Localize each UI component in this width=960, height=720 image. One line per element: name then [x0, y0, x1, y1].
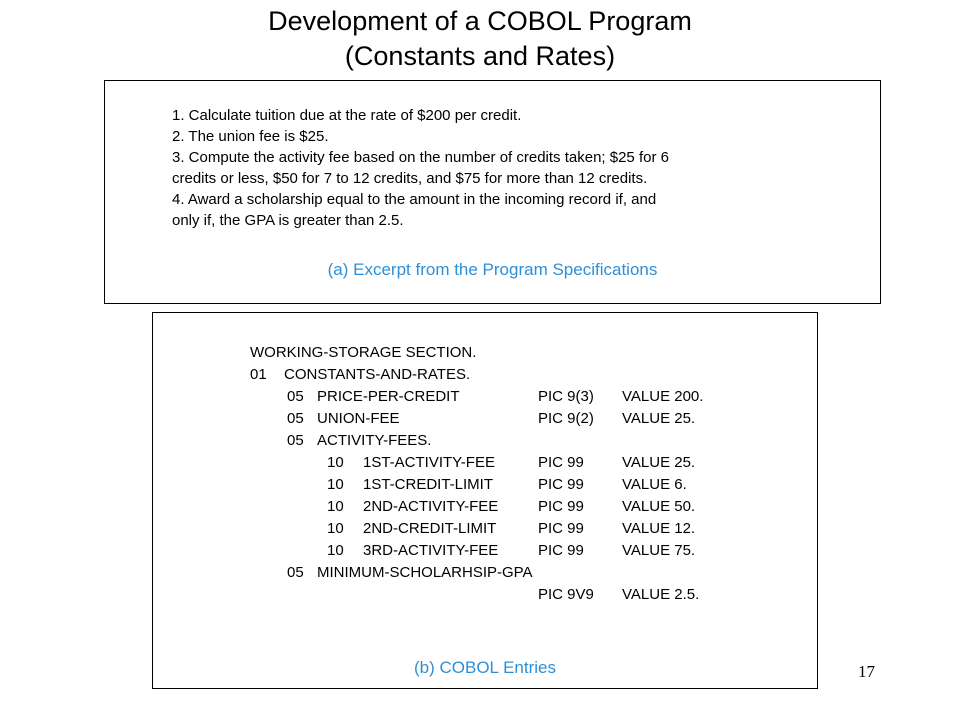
title-line-2: (Constants and Rates)	[344, 41, 616, 71]
field-name: MINIMUM-SCHOLARHSIP-GPA	[317, 564, 533, 581]
value-clause: VALUE 50.	[622, 498, 696, 515]
level-number: 05	[287, 388, 304, 405]
value-clause: VALUE 25.	[622, 410, 696, 427]
specifications-caption: (a) Excerpt from the Program Specifications	[327, 260, 658, 279]
level-number: 10	[327, 476, 344, 493]
level-number: 10	[327, 498, 344, 515]
value-clause: VALUE 25.	[622, 454, 696, 471]
pic-clause: PIC 9V9	[538, 586, 594, 603]
spec-line: 3. Compute the activity fee based on the number of credits taken; $25 for 6	[172, 149, 669, 166]
section-header: WORKING-STORAGE SECTION.	[250, 344, 477, 361]
field-name: 2ND-CREDIT-LIMIT	[363, 520, 497, 537]
cobol-entries-caption: (b) COBOL Entries	[413, 658, 557, 677]
pic-clause: PIC 99	[538, 454, 584, 471]
field-name: CONSTANTS-AND-RATES.	[284, 366, 471, 383]
field-name: 1ST-CREDIT-LIMIT	[363, 476, 494, 493]
level-number: 01	[250, 366, 267, 383]
field-name: 2ND-ACTIVITY-FEE	[363, 498, 499, 515]
spec-line: only if, the GPA is greater than 2.5.	[172, 212, 404, 229]
spec-line: 4. Award a scholarship equal to the amount in the incoming record if, and	[172, 191, 657, 208]
level-number: 10	[327, 454, 344, 471]
level-number: 05	[287, 432, 304, 449]
field-name: UNION-FEE	[317, 410, 400, 427]
cobol-entries-box	[152, 312, 818, 689]
level-number: 10	[327, 520, 344, 537]
field-name: ACTIVITY-FEES.	[317, 432, 432, 449]
spec-line: 1. Calculate tuition due at the rate of $200 per credit.	[172, 107, 522, 124]
pic-clause: PIC 99	[538, 476, 584, 493]
level-number: 05	[287, 564, 304, 581]
field-name: 3RD-ACTIVITY-FEE	[363, 542, 499, 559]
value-clause: VALUE 75.	[622, 542, 696, 559]
level-number: 05	[287, 410, 304, 427]
spec-line: 2. The union fee is $25.	[172, 128, 329, 145]
pic-clause: PIC 9(2)	[538, 410, 594, 427]
level-number: 10	[327, 542, 344, 559]
field-name: 1ST-ACTIVITY-FEE	[363, 454, 495, 471]
specifications-text	[172, 105, 812, 231]
pic-clause: PIC 99	[538, 520, 584, 537]
value-clause: VALUE 2.5.	[622, 586, 700, 603]
title-line-1: Development of a COBOL Program	[268, 6, 692, 36]
slide-title	[0, 4, 960, 74]
page-number: 17	[858, 662, 875, 681]
pic-clause: PIC 99	[538, 498, 584, 515]
field-name: PRICE-PER-CREDIT	[317, 388, 460, 405]
spec-line: credits or less, $50 for 7 to 12 credits, and $75 for more than 12 credits.	[172, 170, 648, 187]
pic-clause: PIC 9(3)	[538, 388, 594, 405]
specifications-box	[104, 80, 881, 304]
pic-clause: PIC 99	[538, 542, 584, 559]
value-clause: VALUE 6.	[622, 476, 687, 493]
value-clause: VALUE 12.	[622, 520, 696, 537]
value-clause: VALUE 200.	[622, 388, 704, 405]
